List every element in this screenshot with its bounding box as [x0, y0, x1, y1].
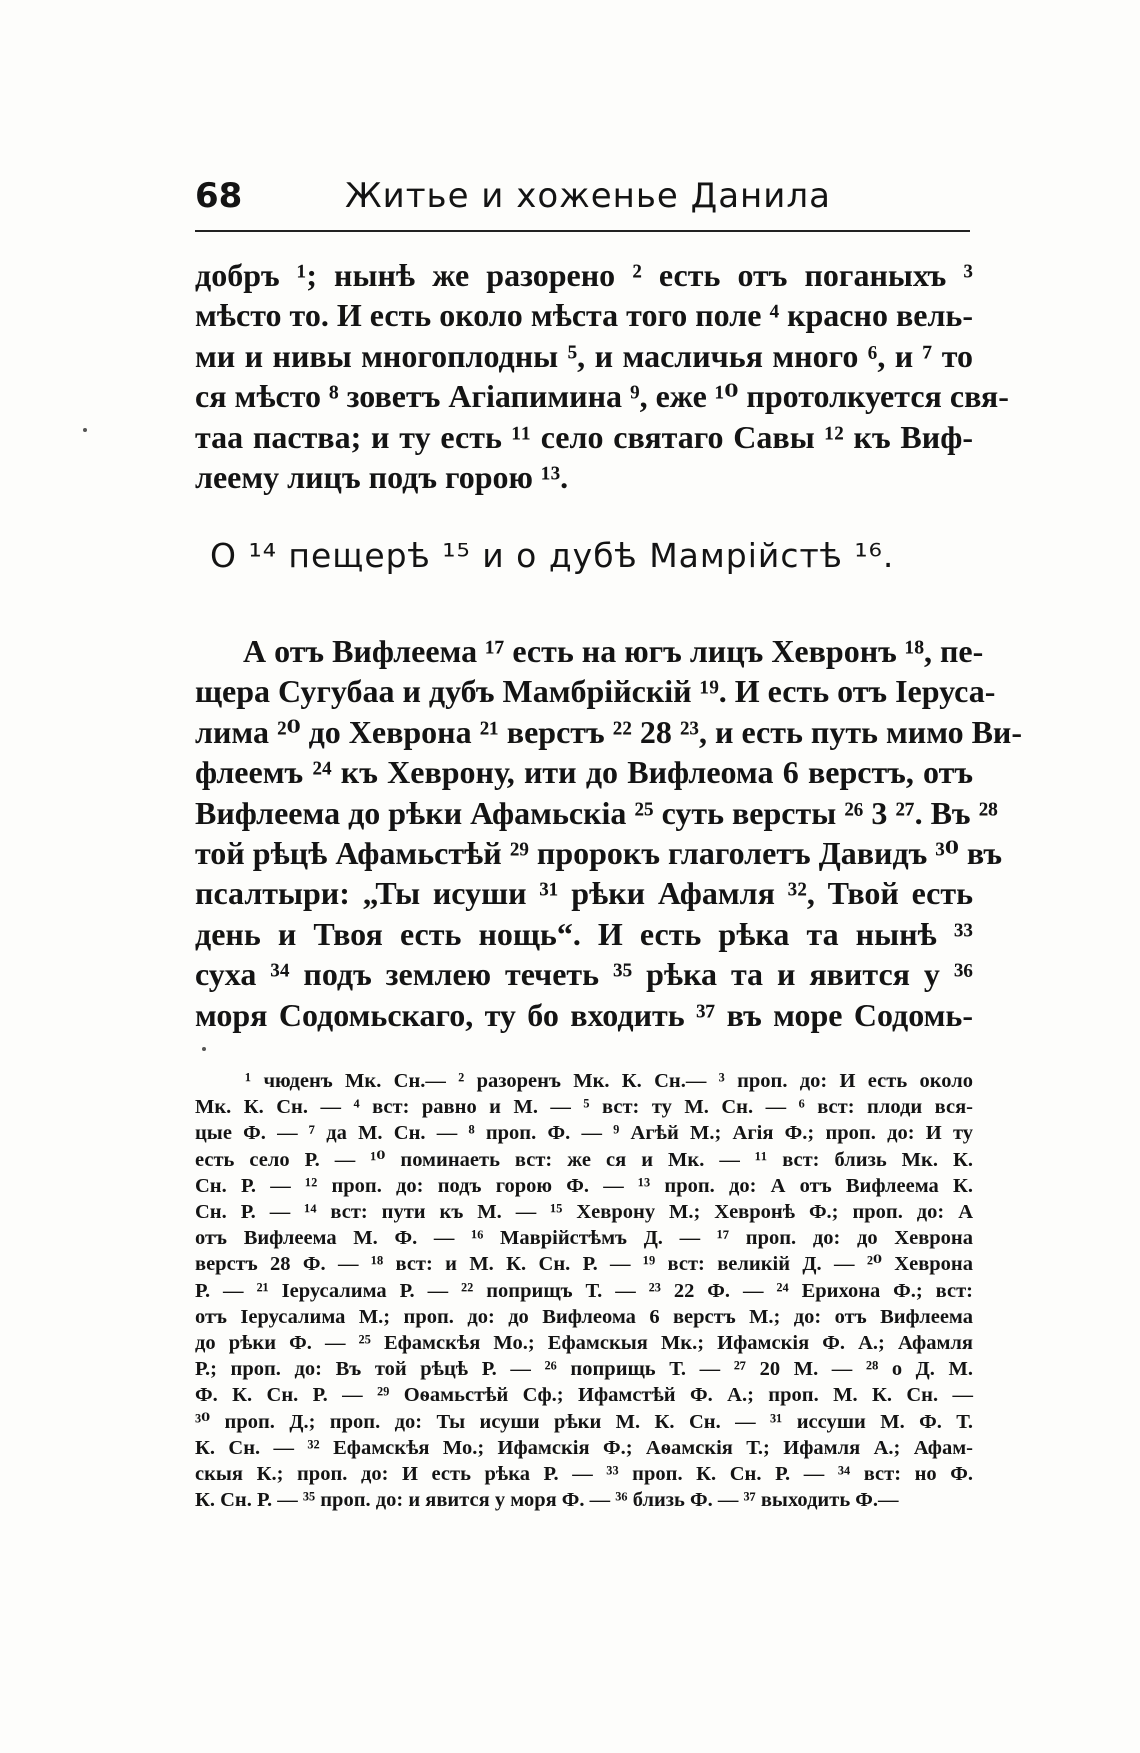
- footnote-line: Мк. К. Сн. — ⁴ вст: равно и М. — ⁵ вст: ту М. Сн. — ⁶ вст: плоди вся-: [195, 1096, 973, 1119]
- page-number: 68: [195, 176, 243, 216]
- footnote-line: скыя К.; проп. до: И есть рѣка Р. — ³³ проп. К. Сн. Р. — ³⁴ вст: но Ф.: [195, 1463, 973, 1486]
- text-line: ся мѣсто ⁸ зоветъ Агiапимина ⁹, еже ¹⁰ протолкуется свя-: [195, 378, 1009, 415]
- footnote-line: верстъ 28 Ф. — ¹⁸ вст: и М. К. Сн. Р. — ¹⁹ вст: великiй Д. — ²⁰ Хеврона: [195, 1253, 973, 1276]
- text-line: той рѣцѣ Афамьстѣй ²⁹ пророкъ глаголетъ Давидъ ³⁰ въ: [195, 835, 1003, 872]
- footnote-line: Ф. К. Сн. Р. — ²⁹ Оѳамьстѣй Сф.; Ифамстѣй Ф. А.; проп. М. К. Сн. —: [195, 1384, 973, 1407]
- footnote-line: К. Сн. — ³² Ефамскѣя Мо.; Ифамскiя Ф.; Аѳамскiя Т.; Ифамля А.; Афам-: [195, 1436, 973, 1459]
- text-line: суха ³⁴ подъ землею течеть ³⁵ рѣка та и явится у ³⁶: [195, 956, 973, 993]
- text-line: флеемъ ²⁴ къ Хеврону, ити до Вифлеома 6 верстъ, отъ: [195, 754, 973, 791]
- text-line: щера Сугубаа и дубъ Мамбрiйскiй ¹⁹. И есть отъ Iеруса-: [195, 673, 996, 710]
- text-line: день и Твоя есть нощь“. И есть рѣка та нынѣ ³³: [195, 915, 973, 952]
- text-line: ми и нивы многоплодны ⁵, и масличья много ⁶, и ⁷ то: [195, 337, 973, 374]
- footnote-line: есть село Р. — ¹⁰ поминаеть вст: же ся и Мк. — ¹¹ вст: близь Мк. К.: [195, 1148, 973, 1171]
- text-line: Вифлеема до рѣки Афамьскiа ²⁵ суть версты ²⁶ 3 ²⁷. Въ ²⁸: [195, 794, 998, 831]
- footnotes: [195, 1068, 973, 1513]
- running-head: [195, 168, 970, 232]
- margin-speck: [83, 428, 87, 432]
- text-line: мѣсто то. И есть около мѣста того поле ⁴ красно вель-: [195, 297, 973, 334]
- footnote-line: К. Сн. Р. — ³⁵ проп. до: и явится у моря Ф. — ³⁶ близь Ф. — ³⁷ выходить Ф.—: [195, 1489, 899, 1512]
- text-line: леему лицъ подъ горою ¹³.: [195, 459, 569, 496]
- footnote-line: до рѣки Ф. — ²⁵ Ефамскѣя Мо.; Ефамскыя Мк.; Ифамскiя Ф. А.; Афамля: [195, 1332, 973, 1355]
- footnote-line: отъ Вифлеема М. Ф. — ¹⁶ Маврiйстѣмъ Д. — ¹⁷ проп. до: до Хеврона: [195, 1227, 973, 1250]
- text-line: моря Содомьскаго, ту бо входить ³⁷ въ море Содомь-: [195, 996, 973, 1033]
- footnote-line: отъ Iерусалима М.; проп. до: до Вифлеома 6 верстъ М.; до: отъ Вифлеема: [195, 1305, 973, 1328]
- footnote-line: Р.; проп. до: Въ той рѣцѣ Р. — ²⁶ поприщь Т. — ²⁷ 20 М. — ²⁸ о Д. М.: [195, 1358, 973, 1381]
- text-line: добръ ¹; нынѣ же разорено ² есть отъ поганыхъ ³: [195, 257, 973, 293]
- footnote-line: цые Ф. — ⁷ да М. Сн. — ⁸ проп. Ф. — ⁹ Агѣй М.; Агiя Ф.; проп. до: И ту: [195, 1122, 973, 1145]
- footnote-line: ¹ чюденъ Мк. Сн.— ² разоренъ Мк. К. Сн.— ³ проп. до: И есть около: [245, 1070, 973, 1092]
- footnote-line: Сн. Р. — ¹² проп. до: подъ горою Ф. — ¹³ проп. до: А отъ Вифлеема К.: [195, 1174, 973, 1197]
- text-line: А отъ Вифлеема ¹⁷ есть на югъ лицъ Хевронъ ¹⁸, пе-: [243, 633, 984, 669]
- margin-speck: [202, 1047, 206, 1051]
- section-heading: О ¹⁴ пещерѣ ¹⁵ и о дубѣ Мамрiйстѣ ¹⁶.: [210, 536, 895, 575]
- paragraph-2: [195, 631, 1023, 1035]
- text-line: псалтыри: „Ты исуши ³¹ рѣки Афамля ³², Твой есть: [195, 875, 973, 912]
- running-title: Житье и хоженье Данила: [345, 176, 831, 216]
- text-line: лима ²⁰ до Хеврона ²¹ верстъ ²² 28 ²³, и есть путь мимо Ви-: [195, 713, 1023, 750]
- footnote-line: Сн. Р. — ¹⁴ вст: пути къ М. — ¹⁵ Хеврону М.; Хевронѣ Ф.; проп. до: А: [195, 1201, 973, 1224]
- footnote-line: Р. — ²¹ Iерусалима Р. — ²² поприщъ Т. — ²³ 22 Ф. — ²⁴ Ерихона Ф.; вст:: [195, 1279, 973, 1302]
- text-line: таа паства; и ту есть ¹¹ село святаго Савы ¹² къ Виф-: [195, 418, 973, 455]
- paragraph-1: [195, 255, 1009, 497]
- footnote-line: ³⁰ проп. Д.; проп. до: Ты исуши рѣки М. К. Сн. — ³¹ иссуши М. Ф. Т.: [195, 1410, 973, 1433]
